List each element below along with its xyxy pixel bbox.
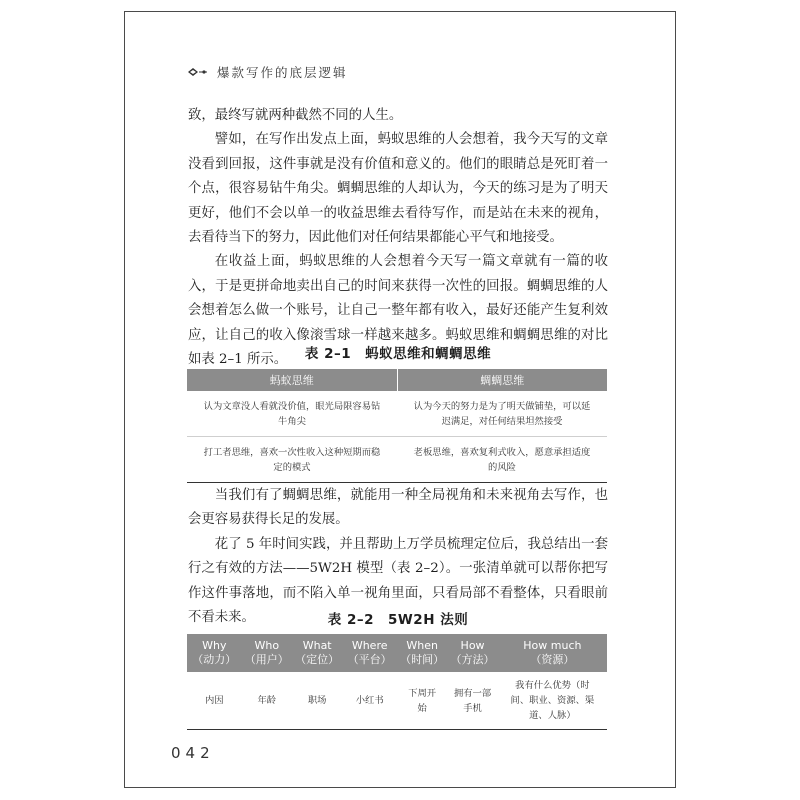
- table-cell: 年龄: [242, 672, 292, 730]
- page-number: 042: [171, 744, 215, 762]
- running-head-title: 爆款写作的底层逻辑: [217, 65, 348, 80]
- table-1: [187, 369, 607, 483]
- table-header-cell: [498, 634, 607, 672]
- header-zh: （用户）: [244, 653, 289, 666]
- table-cell: 小红书: [342, 672, 397, 730]
- table-header-cell: [397, 634, 447, 672]
- table-cell: 认为今天的努力是为了明天做铺垫，可以延迟满足，对任何结果坦然接受: [397, 391, 607, 437]
- header-zh: （动力）: [192, 653, 237, 666]
- table-header-cell: [292, 634, 342, 672]
- header-en: How: [460, 639, 485, 652]
- table-row: [187, 672, 607, 730]
- table-header-cell: [187, 634, 242, 672]
- header-en: Who: [254, 639, 280, 652]
- table-cell: 内因: [187, 672, 242, 730]
- book-page: [124, 11, 676, 788]
- header-en: Why: [202, 639, 227, 652]
- table-header-cell: [242, 634, 292, 672]
- table-row: [187, 391, 607, 437]
- header-zh: （定位）: [295, 653, 340, 666]
- table-header-cell: [342, 634, 397, 672]
- table-2-caption: 表 2–2 5W2H 法则: [327, 612, 469, 628]
- header-en: How much: [523, 639, 582, 652]
- table-cell: 下周开始: [397, 672, 447, 730]
- paragraph: 在收益上面，蚂蚁思维的人会想着今天写一篇文章就有一篇的收入，于是更拼命地卖出自己的时间来获得一次性的回报。蜩蜩思维的人会想着怎么做一个账号，让自己一整年都有收入，最好还能产生复利效应，让自己的收入像滚雪球一样越来越多。蚂蚁思维和蜩蜩思维的对比如表 2–1 所示。: [188, 254, 608, 368]
- table-header-row: [187, 634, 607, 672]
- table-cell: 职场: [292, 672, 342, 730]
- header-zh: （时间）: [400, 653, 445, 666]
- paragraph: 致，最终写就两种截然不同的人生。: [188, 108, 403, 123]
- leaf-ornament-icon: [187, 67, 209, 77]
- paragraph: 譬如，在写作出发点上面，蚂蚁思维的人会想着，我今天写的文章没看到回报，这件事就是没有价值和意义的。他们的眼睛总是死盯着一个点，很容易钻牛角尖。蜩蜩思维的人却认为，今天的练习是为了明天更好，他们不会以单一的收益思维去看待写作，而是站在未来的视角，去看待当下的努力，因此他们对任何结果都能心平气和地接受。: [188, 132, 608, 246]
- table-header-cell: 蚂蚁思维: [187, 369, 397, 391]
- header-en: What: [302, 639, 332, 652]
- table-cell: 老板思维，喜欢复利式收入，愿意承担适度的风险: [397, 437, 607, 483]
- table-header-cell: [447, 634, 497, 672]
- table-1-caption: 表 2–1 蚂蚁思维和蜩蜩思维: [304, 346, 492, 362]
- table-2: [187, 634, 607, 730]
- header-zh: （资源）: [530, 653, 575, 666]
- running-head: [187, 64, 348, 80]
- header-zh: （方法）: [450, 653, 495, 666]
- header-en: When: [406, 639, 438, 652]
- header-en: Where: [351, 639, 388, 652]
- paragraph: 当我们有了蜩蜩思维，就能用一种全局视角和未来视角去写作，也会更容易获得长足的发展。: [188, 488, 608, 528]
- table-row: [187, 437, 607, 483]
- table-cell: 认为文章没人看就没价值，眼光局限容易钻牛角尖: [187, 391, 397, 437]
- table-cell: 我有什么优势（时间、职业、资源、渠道、人脉）: [498, 672, 607, 730]
- body-text-top: [188, 104, 608, 372]
- table-header-cell: 蜩蜩思维: [397, 369, 607, 391]
- table-cell: 拥有一部手机: [447, 672, 497, 730]
- table-header-row: [187, 369, 607, 391]
- header-zh: （平台）: [347, 653, 392, 666]
- table-cell: 打工者思维，喜欢一次性收入这种短期而稳定的模式: [187, 437, 397, 483]
- paragraph: 花了 5 年时间实践，并且帮助上万学员梳理定位后，我总结出一套行之有效的方法——5W2H 模型（表 2–2）。一张清单就可以帮你把写作这件事落地，而不陷入单一视角里面，只看局部不看整体，只看眼前不看未来。: [188, 536, 608, 626]
